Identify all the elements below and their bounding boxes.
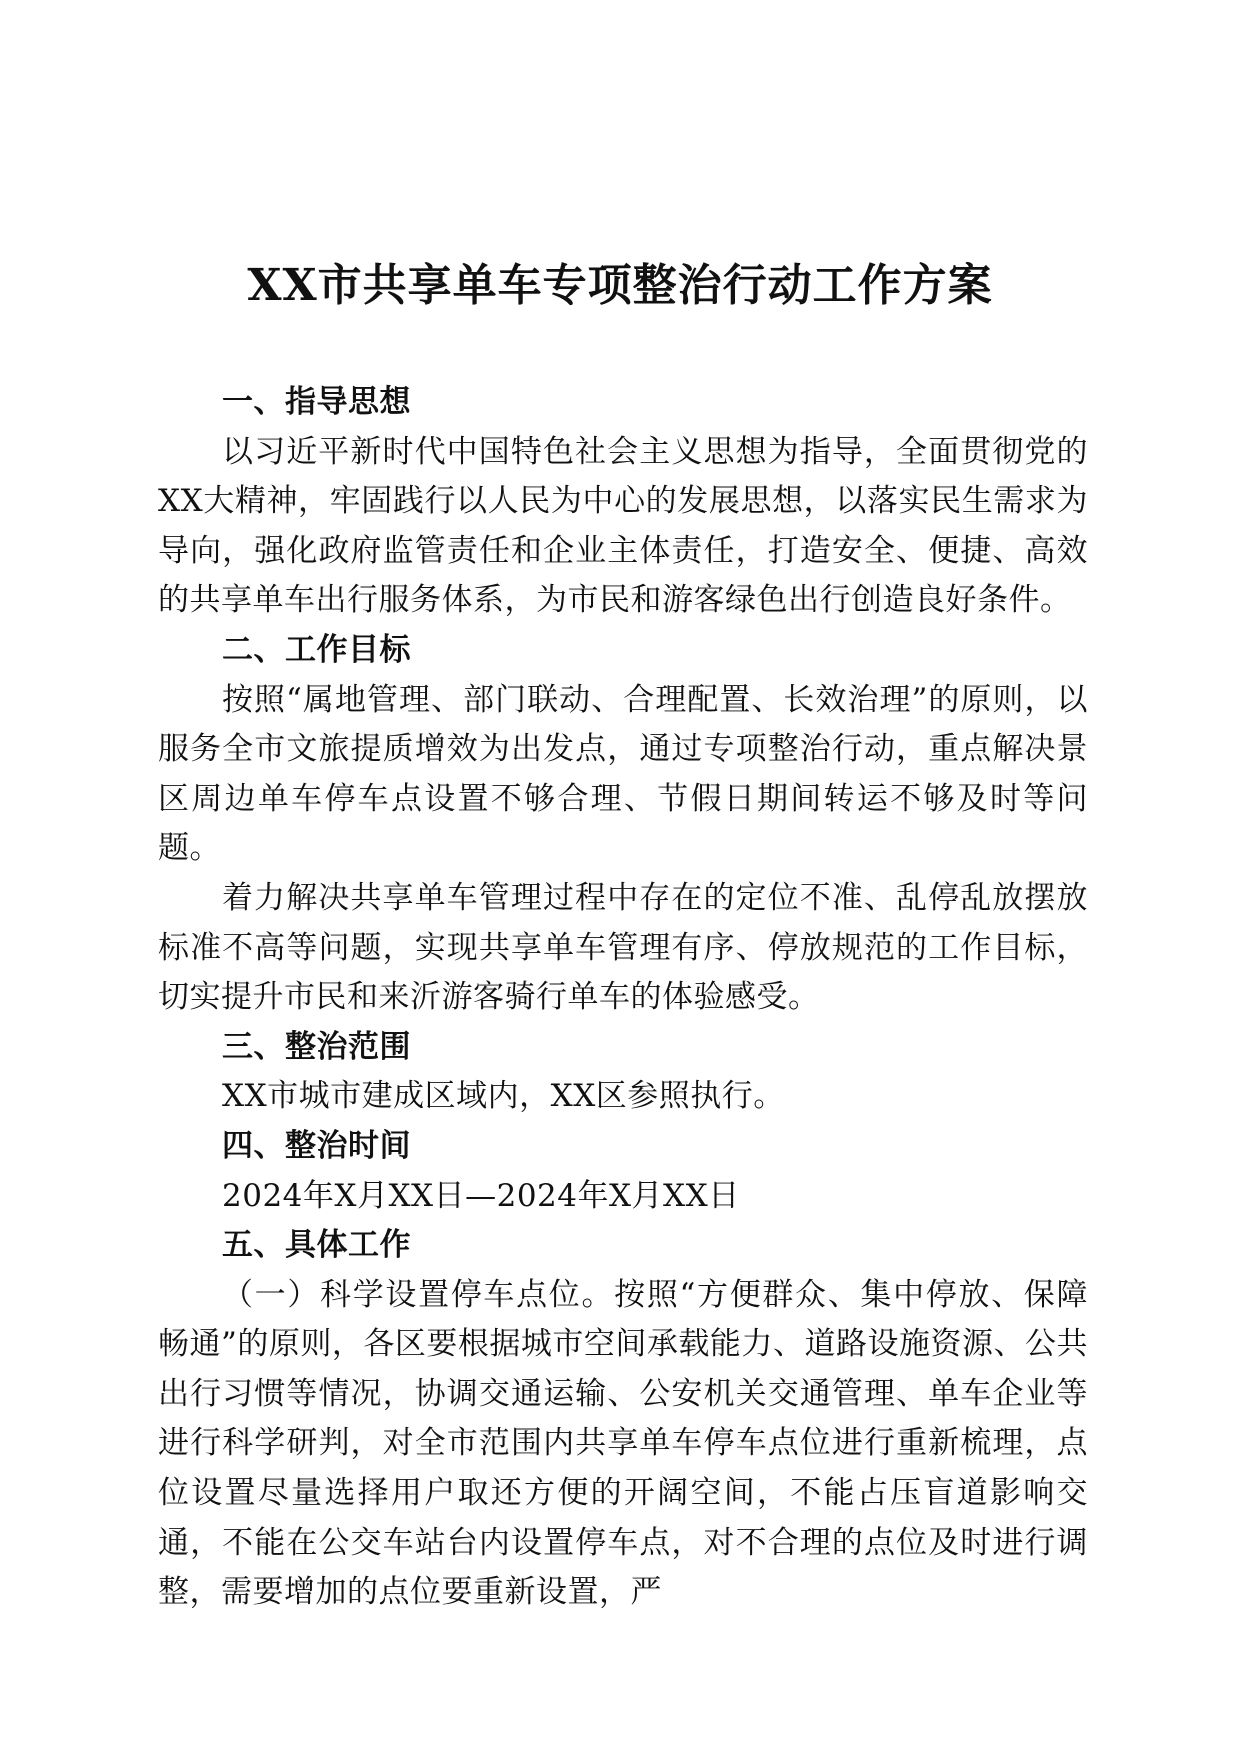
paragraph: 2024年X月XX日—2024年X月XX日 <box>222 1177 740 1214</box>
document-title: XX市共享单车专项整治行动工作方案 <box>247 260 993 311</box>
paragraph: （一）科学设置停车点位。按照“方便群众、集中停放、保障畅通”的原则，各区要根据城市空间承载能力、道路设施资源、公共出行习惯等情况，协调交通运输、公安机关交通管理、单车企业等进行科学研判，对全市范围内共享单车停车点位进行重新梳理，点位设置尽量选择用户取还方便的开阔空间，不能占压盲道影响交通，不能在公交车站台内设置停车点，对不合理的点位及时进行调整，需要增加的点位要重新设置，严 <box>158 1276 1088 1611</box>
section-heading-time: 四、整治时间 <box>222 1127 411 1164</box>
document-body <box>158 378 1088 1618</box>
section-heading-scope: 三、整治范围 <box>222 1028 411 1065</box>
section-heading-specific-work: 五、具体工作 <box>222 1227 411 1264</box>
paragraph: 着力解决共享单车管理过程中存在的定位不准、乱停乱放摆放标准不高等问题，实现共享单车管理有序、停放规范的工作目标，切实提升市民和来沂游客骑行单车的体验感受。 <box>158 879 1088 1016</box>
paragraph: 按照“属地管理、部门联动、合理配置、长效治理”的原则，以服务全市文旅提质增效为出发点，通过专项整治行动，重点解决景区周边单车停车点设置不够合理、节假日期间转运不够及时等问题。 <box>158 681 1088 867</box>
section-heading-work-goals: 二、工作目标 <box>222 631 411 668</box>
paragraph: 以习近平新时代中国特色社会主义思想为指导，全面贯彻党的XX大精神，牢固践行以人民为中心的发展思想，以落实民生需求为导向，强化政府监管责任和企业主体责任，打造安全、便捷、高效的共享单车出行服务体系，为市民和游客绿色出行创造良好条件。 <box>158 433 1088 619</box>
paragraph: XX市城市建成区域内，XX区参照执行。 <box>222 1078 785 1115</box>
section-heading-guiding-ideology: 一、指导思想 <box>222 384 411 420</box>
